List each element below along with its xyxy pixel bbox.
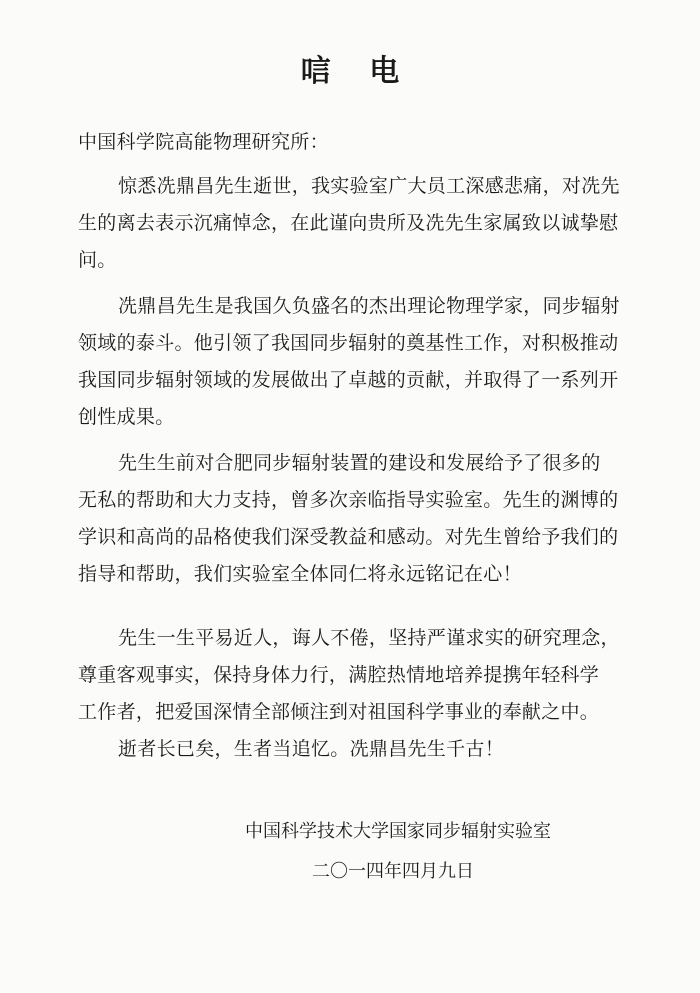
paragraph-support <box>78 445 638 593</box>
paragraph-line: 生的离去表示沉痛悼念，在此谨向贵所及冼先生家属致以诚挚慰 <box>78 212 619 234</box>
paragraph-condolence <box>78 168 638 279</box>
letter-title: 唁 电 <box>300 54 414 89</box>
letter-salutation: 中国科学院高能物理研究所： <box>78 131 329 153</box>
signature-date: 二〇一四年四月九日 <box>312 861 474 882</box>
paragraph-line: 无私的帮助和大力支持，曾多次亲临指导实验室。先生的渊博的 <box>78 489 619 511</box>
paragraph-line: 我国同步辐射领域的发展做出了卓越的贡献，并取得了一系列开 <box>78 369 619 391</box>
paragraph-line: 指导和帮助，我们实验室全体同仁将永远铭记在心！ <box>78 563 522 585</box>
paragraph-line: 先生生前对合肥同步辐射装置的建设和发展给予了很多的 <box>118 452 601 474</box>
paragraph-line: 尊重客观事实，保持身体力行，满腔热情地培养提携年轻科学 <box>78 664 600 686</box>
paragraph-farewell <box>78 731 638 768</box>
paragraph-line: 逝者长已矣，生者当追忆。冼鼎昌先生千古！ <box>118 738 505 760</box>
paragraph-line: 惊悉冼鼎昌先生逝世，我实验室广大员工深感悲痛，对冼先 <box>118 175 620 197</box>
paragraph-line: 创性成果。 <box>78 406 175 428</box>
paragraph-achievements <box>78 288 638 436</box>
paragraph-line: 领域的泰斗。他引领了我国同步辐射的奠基性工作，对积极推动 <box>78 332 619 354</box>
paragraph-line: 工作者，把爱国深情全部倾注到对祖国科学事业的奉献之中。 <box>78 701 600 723</box>
paragraph-line: 学识和高尚的品格使我们深受教益和感动。对先生曾给予我们的 <box>78 526 619 548</box>
paragraph-character <box>78 620 638 731</box>
paragraph-line: 先生一生平易近人，诲人不倦，坚持严谨求实的研究理念， <box>118 627 620 649</box>
paragraph-line: 问。 <box>78 249 117 271</box>
paragraph-line: 冼鼎昌先生是我国久负盛名的杰出理论物理学家，同步辐射 <box>118 295 620 317</box>
signature-organization: 中国科学技术大学国家同步辐射实验室 <box>245 821 551 842</box>
